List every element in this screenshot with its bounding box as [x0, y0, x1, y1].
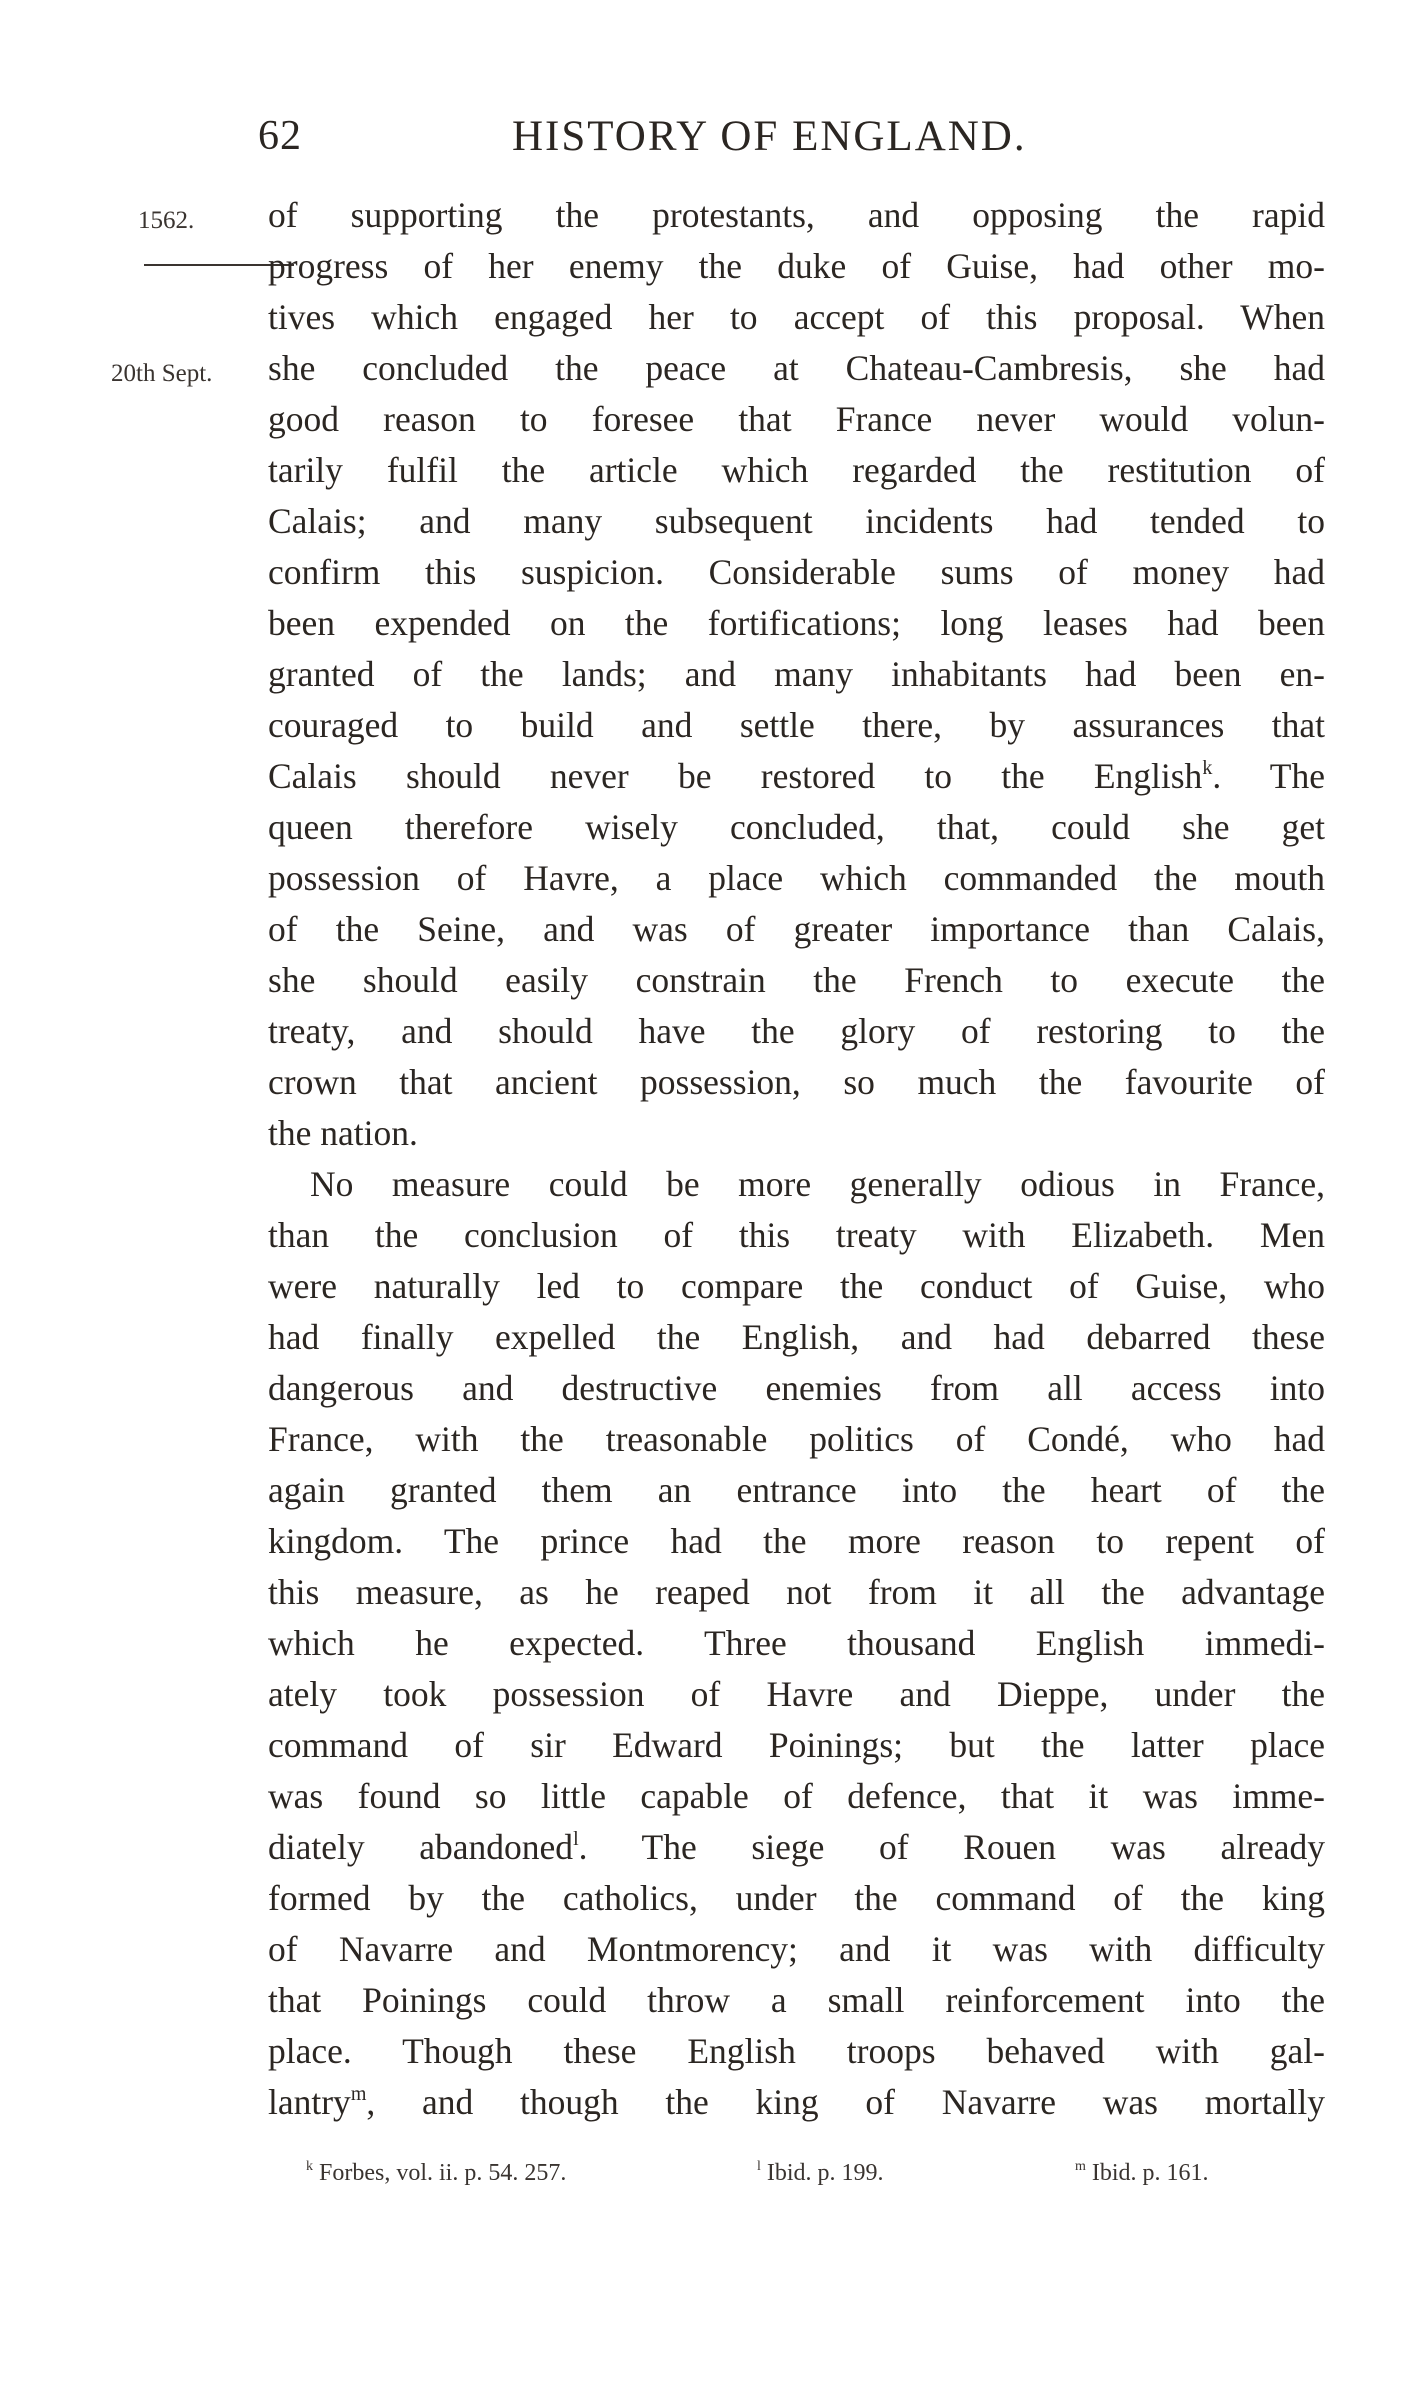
text-line: of Navarre and Montmorency; and it was with difficulty	[268, 1929, 1325, 1969]
footnote-mark: m	[1075, 2159, 1086, 2174]
text-line: progress of her enemy the duke of Guise, had other mo-	[268, 246, 1325, 286]
text-line: she concluded the peace at Chateau-Cambresis, she had	[268, 348, 1325, 388]
text-line: which he expected. Three thousand English immedi-	[268, 1623, 1325, 1663]
text-line: command of sir Edward Poinings; but the latter place	[268, 1725, 1325, 1765]
text-line: had finally expelled the English, and had debarred these	[268, 1317, 1325, 1357]
text-line: granted of the lands; and many inhabitants had been en-	[268, 654, 1325, 694]
footnote-m	[1075, 2160, 1209, 2187]
text-line: confirm this suspicion. Considerable sums of money had	[268, 552, 1325, 592]
text-line	[268, 751, 1325, 802]
text-line: the nation.	[268, 1113, 418, 1153]
text-segment: , and though the king of Navarre was mortally	[366, 2082, 1325, 2122]
text-line: that Poinings could throw a small reinforcement into the	[268, 1980, 1325, 2020]
footnote-text: Ibid. p. 161.	[1091, 2160, 1209, 2186]
text-line: good reason to foresee that France never would volun-	[268, 399, 1325, 439]
footnote-text: Ibid. p. 199.	[766, 2160, 884, 2186]
text-line: ately took possession of Havre and Dieppe, under the	[268, 1674, 1325, 1714]
body-text	[268, 190, 1325, 2128]
text-line: been expended on the fortifications; long leases had been	[268, 603, 1325, 643]
text-line: again granted them an entrance into the heart of the	[268, 1470, 1325, 1510]
text-line: she should easily constrain the French to execute the	[268, 960, 1325, 1000]
text-line: of supporting the protestants, and opposing the rapid	[268, 195, 1325, 235]
text-segment: Calais should never be restored to the English	[268, 756, 1203, 796]
text-line: than the conclusion of this treaty with Elizabeth. Men	[268, 1215, 1325, 1255]
text-line: Calais; and many subsequent incidents had tended to	[268, 501, 1325, 541]
text-line: France, with the treasonable politics of Condé, who had	[268, 1419, 1325, 1459]
text-line: treaty, and should have the glory of restoring to the	[268, 1011, 1325, 1051]
text-line	[268, 2077, 1325, 2128]
text-line: formed by the catholics, under the command of the king	[268, 1878, 1325, 1918]
text-line: place. Though these English troops behaved with gal-	[268, 2031, 1325, 2071]
running-title: HISTORY OF ENGLAND.	[512, 113, 1027, 160]
footnote-ref-k: k	[1202, 757, 1213, 779]
footnote-ref-l: l	[573, 1828, 579, 1850]
text-line: tarily fulfil the article which regarded the restitution of	[268, 450, 1325, 490]
text-line: possession of Havre, a place which commanded the mouth	[268, 858, 1325, 898]
text-line: kingdom. The prince had the more reason to repent of	[268, 1521, 1325, 1561]
footnote-mark: k	[306, 2159, 313, 2174]
text-line: was found so little capable of defence, that it was imme-	[268, 1776, 1325, 1816]
margin-year: 1562.	[138, 207, 195, 234]
text-line: queen therefore wisely concluded, that, could she get	[268, 807, 1325, 847]
text-segment: . The	[1212, 756, 1325, 796]
text-segment: diately abandoned	[268, 1827, 574, 1867]
footnote-l	[757, 2160, 884, 2187]
text-segment: lantry	[268, 2082, 351, 2122]
text-line: were naturally led to compare the conduct of Guise, who	[268, 1266, 1325, 1306]
text-line: couraged to build and settle there, by assurances that	[268, 705, 1325, 745]
page-header	[0, 112, 1421, 172]
text-line: dangerous and destructive enemies from all access into	[268, 1368, 1325, 1408]
footnote-text: Forbes, vol. ii. p. 54. 257.	[319, 2160, 567, 2186]
text-line: crown that ancient possession, so much the favourite of	[268, 1062, 1325, 1102]
page-number: 62	[258, 113, 302, 159]
footnote-ref-m: m	[350, 2083, 367, 2105]
text-line: this measure, as he reaped not from it all the advantage	[268, 1572, 1325, 1612]
text-segment: . The siege of Rouen was already	[578, 1827, 1325, 1867]
margin-date: 20th Sept.	[111, 360, 213, 387]
text-line: of the Seine, and was of greater importance than Calais,	[268, 909, 1325, 949]
text-line: No measure could be more generally odious in France,	[310, 1164, 1325, 1204]
text-line: tives which engaged her to accept of this proposal. When	[268, 297, 1325, 337]
footnotes	[0, 2160, 1421, 2200]
footnote-k	[306, 2160, 566, 2187]
footnote-mark: l	[757, 2159, 761, 2174]
text-line	[268, 1822, 1325, 1873]
